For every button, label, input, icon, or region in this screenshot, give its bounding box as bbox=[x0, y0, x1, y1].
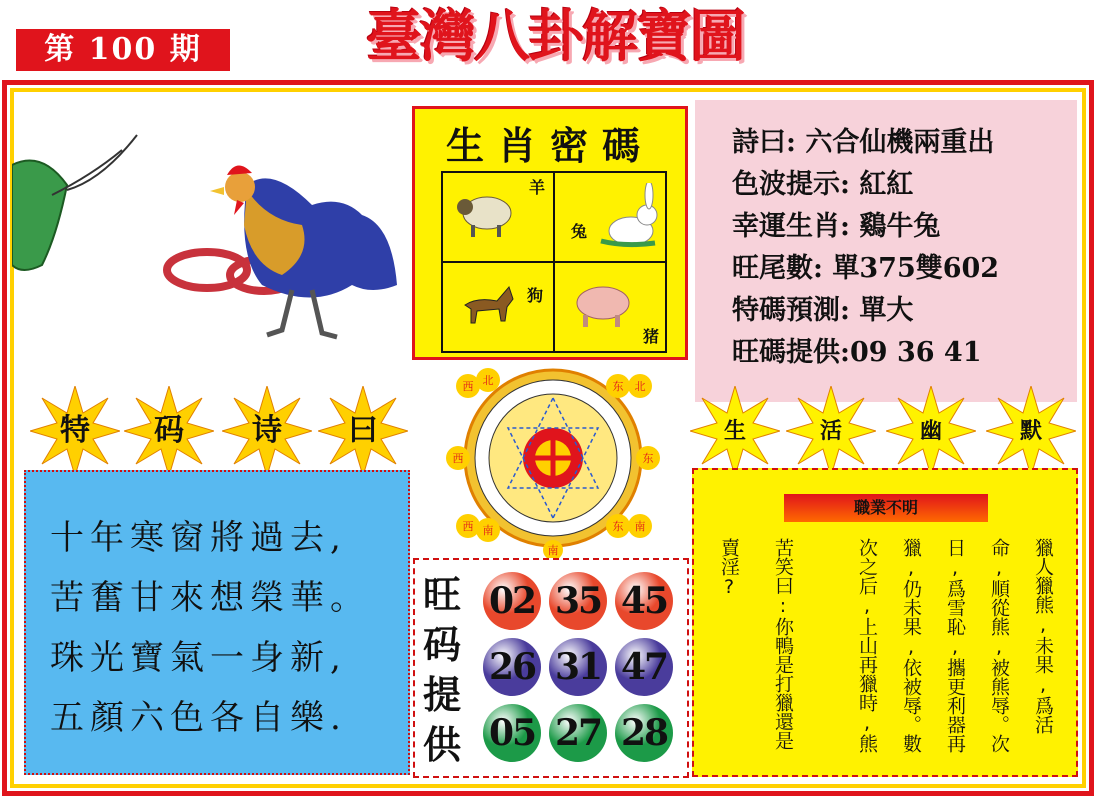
star-label: 生 bbox=[723, 418, 746, 444]
humor-text-column: 次之后,上山再獵時,熊 bbox=[856, 538, 878, 753]
lucky-numbers-panel bbox=[413, 558, 689, 778]
rooster-illustration bbox=[12, 95, 407, 370]
zodiac-cell-sheep bbox=[442, 172, 554, 262]
wheel-label: 西 bbox=[462, 380, 474, 393]
wheel-label: 南 bbox=[634, 520, 646, 533]
star-badge bbox=[786, 386, 876, 476]
zodiac-code-panel bbox=[412, 106, 688, 360]
wheel-label: 南 bbox=[482, 524, 494, 537]
humor-text-column: 賣淫? bbox=[718, 538, 740, 598]
star-label: 默 bbox=[1019, 418, 1042, 444]
zodiac-grid bbox=[441, 171, 667, 353]
wheel-label: 东 bbox=[612, 520, 624, 533]
info-line-tail-numbers: 旺尾數: 單375雙602 bbox=[732, 253, 1000, 284]
star-label: 码 bbox=[154, 413, 184, 448]
info-line-lucky-numbers: 旺碼提供:09 36 41 bbox=[732, 337, 982, 368]
number-ball: 05 bbox=[483, 704, 541, 762]
star-label: 幽 bbox=[919, 418, 942, 444]
zodiac-cell-dog bbox=[442, 262, 554, 352]
number-ball: 02 bbox=[483, 572, 541, 630]
wheel-label: 西 bbox=[462, 520, 474, 533]
star-badge bbox=[318, 386, 408, 476]
issue-badge: 第 100 期 bbox=[16, 29, 230, 71]
zodiac-label-dog: 狗 bbox=[526, 286, 543, 305]
info-line-special-prediction: 特碼預測: 單大 bbox=[732, 295, 914, 326]
number-ball: 35 bbox=[549, 572, 607, 630]
number-ball: 47 bbox=[615, 638, 673, 696]
humor-panel bbox=[692, 468, 1078, 777]
wheel-label: 北 bbox=[482, 374, 494, 387]
number-ball: 27 bbox=[549, 704, 607, 762]
wheel-label: 东 bbox=[612, 380, 624, 393]
star-badge bbox=[690, 386, 780, 476]
humor-text-column: 苦笑曰:你鴨是打獵還是 bbox=[772, 538, 794, 750]
star-label: 诗 bbox=[252, 413, 282, 448]
poem-line: 珠光寶氣一身新, bbox=[50, 638, 347, 678]
star-badge bbox=[986, 386, 1076, 476]
star-label: 特 bbox=[60, 413, 90, 448]
number-ball: 31 bbox=[549, 638, 607, 696]
number-ball: 26 bbox=[483, 638, 541, 696]
star-badge bbox=[30, 386, 120, 476]
wheel-label: 东 bbox=[642, 452, 654, 465]
humor-text-column: 獵,仍未果,依被辱。數 bbox=[900, 538, 922, 753]
info-line-color-wave: 色波提示: 紅紅 bbox=[732, 169, 914, 200]
wheel-label: 西 bbox=[452, 452, 464, 465]
pig-icon bbox=[569, 281, 639, 331]
main-title: 臺灣八卦解寶圖 bbox=[366, 4, 744, 70]
star-label: 曰 bbox=[348, 413, 378, 448]
star-badge bbox=[222, 386, 312, 476]
wheel-label: 北 bbox=[634, 380, 646, 393]
bagua-wheel bbox=[438, 358, 668, 558]
number-ball: 45 bbox=[615, 572, 673, 630]
prediction-info-panel bbox=[695, 100, 1077, 402]
humor-title: 職業不明 bbox=[784, 494, 988, 522]
star-badge bbox=[124, 386, 214, 476]
number-ball: 28 bbox=[615, 704, 673, 762]
humor-text-column: 命,順從熊,被熊辱。次 bbox=[988, 538, 1010, 753]
dog-icon bbox=[457, 277, 517, 327]
wheel-label: 南 bbox=[547, 544, 559, 557]
info-line-poem: 詩曰: 六合仙機兩重出 bbox=[732, 127, 995, 158]
zodiac-label-rabbit: 兔 bbox=[571, 222, 588, 241]
poem-line: 十年寒窗將過去, bbox=[50, 518, 347, 558]
zodiac-label-sheep: 羊 bbox=[528, 178, 545, 197]
sheep-icon bbox=[457, 193, 517, 237]
poem-panel bbox=[24, 470, 410, 775]
lucky-numbers-label: 旺 码 提 供 bbox=[422, 572, 461, 767]
info-line-lucky-zodiac: 幸運生肖: 鷄牛兔 bbox=[732, 211, 941, 242]
star-badge bbox=[886, 386, 976, 476]
rabbit-icon bbox=[595, 183, 665, 253]
zodiac-label-pig: 猪 bbox=[642, 327, 659, 346]
poem-line: 五顏六色各自樂. bbox=[50, 698, 347, 738]
zodiac-cell-pig bbox=[554, 262, 666, 352]
humor-text-column: 獵人獵熊,未果,爲活 bbox=[1032, 538, 1054, 734]
poem-line: 苦奮甘來想榮華。 bbox=[50, 578, 370, 618]
zodiac-cell-rabbit bbox=[554, 172, 666, 262]
humor-text-column: 日,爲雪恥,攜更利器再 bbox=[944, 538, 966, 753]
zodiac-title: 生肖密碼 bbox=[445, 123, 654, 168]
star-label: 活 bbox=[819, 418, 842, 444]
